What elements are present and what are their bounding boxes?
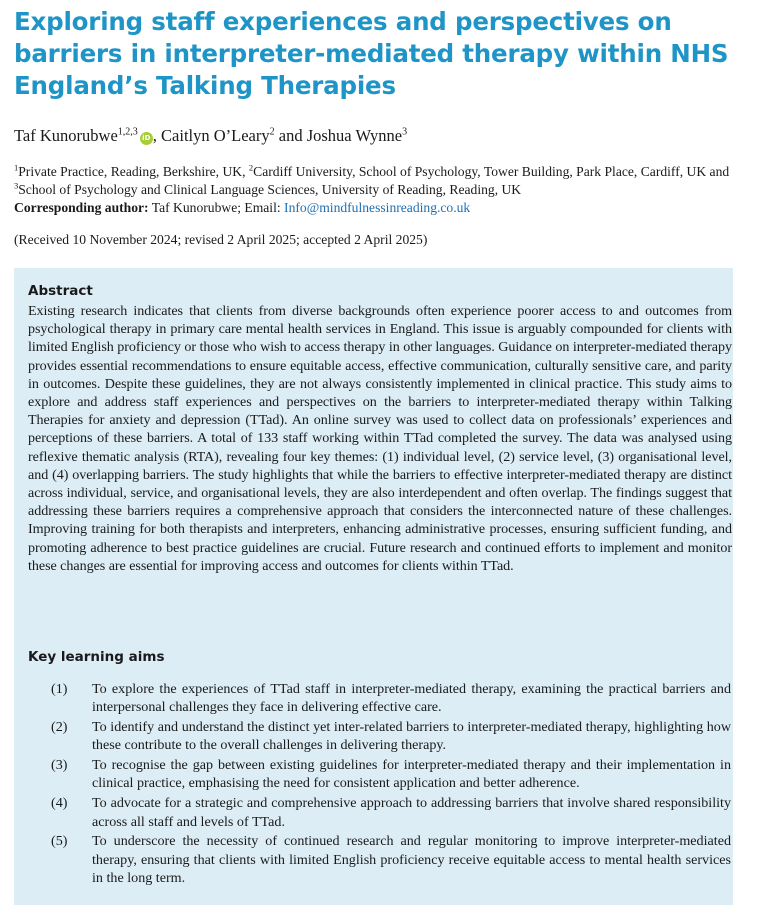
- list-item: [51, 794, 731, 831]
- affiliation-text: Private Practice, Reading, Berkshire, UK,: [18, 164, 249, 179]
- key-learning-aims-heading: Key learning aims: [28, 649, 165, 665]
- corresponding-author: [14, 199, 470, 217]
- list-item-number: (3): [51, 757, 68, 774]
- affiliations: [14, 163, 754, 199]
- orcid-icon[interactable]: iD: [140, 132, 153, 145]
- list-item-text: To advocate for a strategic and comprehensive approach to addressing barriers that involve shared responsibility across all staff and levels of TTad.: [92, 795, 731, 830]
- publication-history: (Received 10 November 2024; revised 2 April 2025; accepted 2 April 2025): [14, 232, 428, 247]
- list-item-number: (5): [51, 833, 68, 850]
- list-item: [51, 718, 731, 755]
- affiliation-marker: 3: [14, 180, 19, 191]
- abstract-box: [14, 268, 733, 905]
- list-item-text: To recognise the gap between existing guidelines for interpreter-mediated therapy and their implementation in clinical practice, emphasising the need for consistent application and better adherence.: [92, 757, 731, 792]
- list-item-number: (1): [51, 681, 68, 697]
- author-separator: and: [274, 126, 307, 145]
- author-name: Joshua Wynne: [306, 126, 403, 145]
- author-name: Caitlyn O’Leary: [161, 126, 270, 145]
- email-link[interactable]: Info@mindfulnessinreading.co.uk: [284, 200, 471, 215]
- author-affiliation-marker: 3: [402, 126, 408, 138]
- list-item: [51, 756, 731, 793]
- author-list: [14, 126, 407, 146]
- abstract-heading: Abstract: [28, 283, 93, 299]
- author-name: Taf Kunorubwe: [14, 126, 118, 145]
- list-item-number: (2): [51, 719, 68, 736]
- list-item-text: To identify and understand the distinct yet inter-related barriers to interpreter-mediated therapy, highlighting how these contribute to the overall challenges in delivering therapy.: [92, 719, 731, 754]
- article-title: Exploring staff experiences and perspectives on barriers in interpreter-mediated therapy within NHS England’s Talking Therapies: [14, 7, 729, 100]
- list-item-number: (4): [51, 795, 68, 812]
- list-item-text: To underscore the necessity of continued research and regular monitoring to improve interpreter-mediated therapy, ensuring that clients with limited English proficiency receive equitable access to mental health services in the long term.: [92, 833, 731, 886]
- abstract-text: Existing research indicates that clients from diverse backgrounds often experience poorer access to and outcomes from psychological therapy in primary care mental health services in England. This issue is arguably compounded for clients with limited English proficiency or those who wish to access therapy in other languages. Guidance on interpreter-mediated therapy provides essential recommendations to ensure equitable access, effective communication, culturally sensitive care, and parity in outcomes. Despite these guidelines, they are not always consistently implemented in clinical practice. This study aims to explore and address staff experiences and perspectives on the barriers to interpreter-mediated therapy within Talking Therapies for anxiety and depression (TTad). An online survey was used to collect data on professionals’ experiences and perceptions of these barriers. A total of 133 staff working within TTad completed the survey. The data was analysed using reflexive thematic analysis (RTA), revealing four key themes: (1) individual level, (2) service level, (3) organisational level, and (4) overlapping barriers. The study highlights that while the barriers to effective interpreter-mediated therapy are distinct across individual, service, and organisational levels, they are also interdependent and often overlap. The findings suggest that addressing these barriers requires a comprehensive approach that considers the interconnected nature of these challenges. Improving training for both therapists and interpreters, enhancing administrative processes, ensuring sufficient funding, and promoting adherence to best practice guidelines are crucial. Future research and continued efforts to implement and monitor these changes are essential for improving access and outcomes for clients within TTad.: [28, 303, 732, 574]
- author-affiliation-marker: 2: [269, 126, 275, 138]
- affiliation-text: School of Psychology and Clinical Language Sciences, University of Reading, Reading, UK: [18, 182, 522, 197]
- author-affiliation-marker: 1,2,3: [117, 126, 138, 138]
- list-item: [51, 832, 731, 887]
- affiliation-marker: 2: [248, 162, 254, 173]
- list-item: [51, 680, 731, 717]
- key-learning-aims-list: [51, 680, 731, 889]
- corresponding-author-label: Corresponding author:: [14, 200, 149, 215]
- affiliation-text: Cardiff University, School of Psychology, Tower Building, Park Place, Cardiff, UK and: [253, 164, 730, 179]
- corresponding-author-text: Taf Kunorubwe; Email:: [148, 200, 285, 215]
- author-separator: ,: [152, 126, 162, 145]
- list-item-text: To explore the experiences of TTad staff in interpreter-mediated therapy, examining the practical barriers and interpersonal challenges they face in delivering effective care.: [92, 681, 731, 716]
- affiliation-marker: 1: [14, 162, 19, 173]
